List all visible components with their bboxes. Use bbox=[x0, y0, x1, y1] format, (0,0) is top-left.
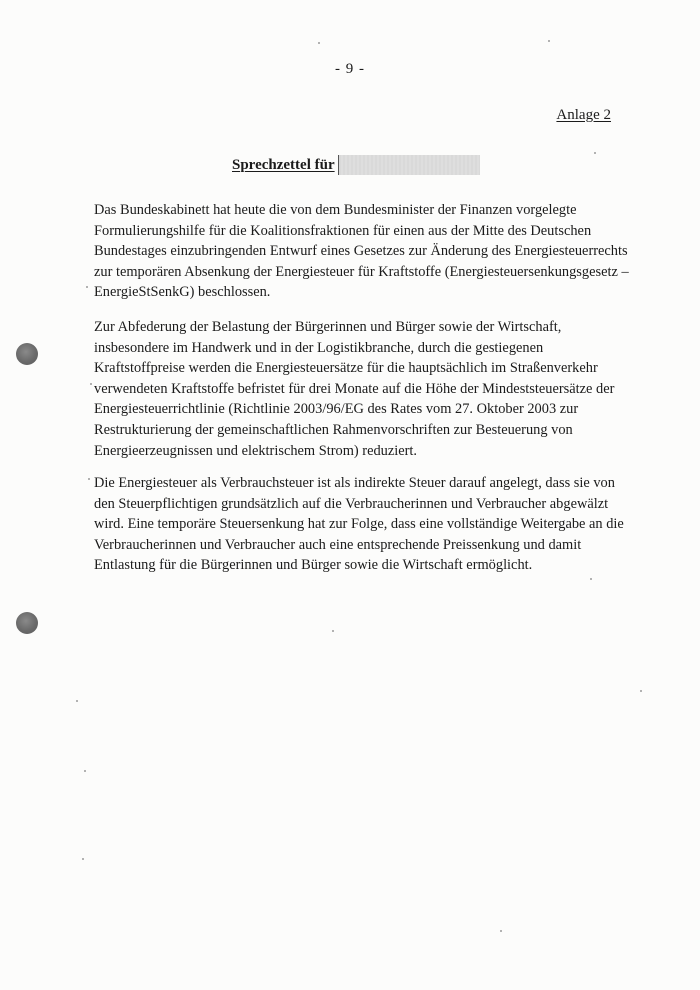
punch-hole bbox=[16, 343, 38, 365]
text-line: EnergieStSenkG) beschlossen. bbox=[94, 284, 271, 301]
text-line: wird. Eine temporäre Steuersenkung hat zur Folge, dass eine vollständige Weitergabe an die bbox=[94, 516, 624, 533]
annex-label: Anlage 2 bbox=[556, 107, 611, 123]
scan-speck bbox=[86, 286, 88, 288]
text-line: Kraftstoffpreise werden die Energiesteuersätze für die hauptsächlich im Straßenverkehr bbox=[94, 360, 598, 377]
scan-speck bbox=[82, 858, 84, 860]
scan-speck bbox=[332, 630, 334, 632]
heading: Sprechzettel für bbox=[232, 156, 335, 173]
paragraph-1 bbox=[94, 200, 629, 303]
scan-speck bbox=[590, 578, 592, 580]
heading-row bbox=[232, 154, 480, 176]
paragraph-2 bbox=[94, 317, 614, 461]
text-line: verwendeten Kraftstoffe befristet für drei Monate auf die Höhe der Mindeststeuersätze der bbox=[94, 380, 615, 397]
text-line: Bundestages einzubringenden Entwurf eines Gesetzes zur Änderung des Energiesteuerrechts bbox=[94, 243, 628, 260]
text-line: Das Bundeskabinett hat heute die von dem Bundesminister der Finanzen vorgelegte bbox=[94, 202, 577, 218]
scan-speck bbox=[76, 700, 78, 702]
text-line: Restrukturierung der gemeinschaftlichen Rahmenvorschriften zur Besteuerung von bbox=[94, 421, 573, 438]
scan-speck bbox=[500, 930, 502, 932]
scan-speck bbox=[640, 690, 642, 692]
page-number: - 9 - bbox=[335, 61, 365, 77]
text-line: insbesondere im Handwerk und in der Logistikbranche, durch die gestiegenen bbox=[94, 339, 544, 356]
text-line: zur temporären Absenkung der Energiesteuer für Kraftstoffe (Energiesteuersenkungsgesetz – bbox=[94, 263, 629, 280]
redaction-block bbox=[338, 155, 480, 175]
text-line: Die Energiesteuer als Verbrauchsteuer ist als indirekte Steuer darauf angelegt, dass sie von bbox=[94, 475, 615, 491]
scan-speck bbox=[548, 40, 550, 42]
text-line: Formulierungshilfe für die Koalitionsfraktionen für einen aus der Mitte des Deutschen bbox=[94, 222, 592, 239]
scan-speck bbox=[594, 152, 596, 154]
scan-speck bbox=[90, 383, 92, 385]
text-line: Verbraucherinnen und Verbraucher auch eine entsprechende Preissenkung und damit bbox=[94, 536, 582, 553]
punch-hole bbox=[16, 612, 38, 634]
text-line: den Steuerpflichtigen grundsätzlich auf die Verbraucherinnen und Verbraucher abgewälzt bbox=[94, 495, 609, 512]
scan-speck bbox=[318, 42, 320, 44]
text-line: Energieerzeugnissen und elektrischem Strom) reduziert. bbox=[94, 442, 418, 459]
text-line: Energiesteuerrichtlinie (Richtlinie 2003/96/EG des Rates vom 27. Oktober 2003 zur bbox=[94, 401, 579, 418]
text-line: Zur Abfederung der Belastung der Bürgerinnen und Bürger sowie der Wirtschaft, bbox=[94, 319, 562, 335]
scan-speck bbox=[88, 478, 90, 480]
paragraph-3 bbox=[94, 473, 624, 576]
text-line: Entlastung für die Bürgerinnen und Bürger sowie die Wirtschaft ermöglicht. bbox=[94, 557, 533, 574]
scan-speck bbox=[84, 770, 86, 772]
